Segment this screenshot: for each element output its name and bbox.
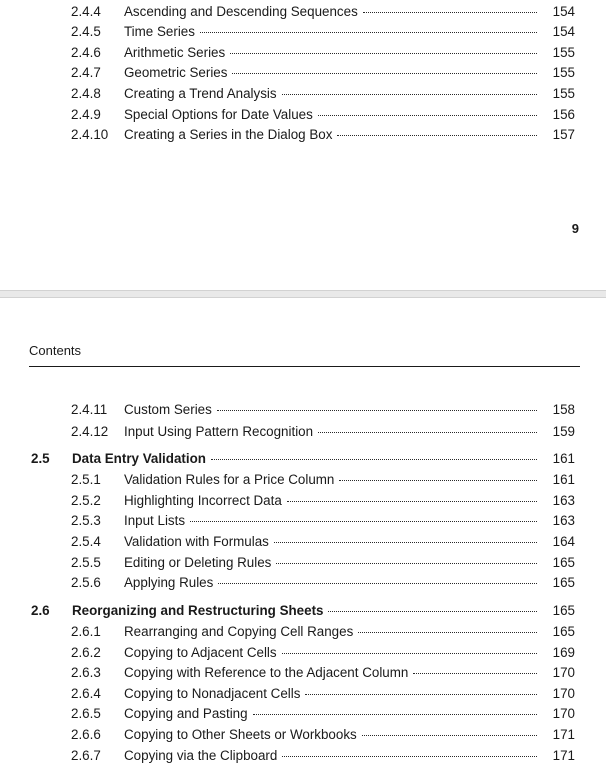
dot-leader [282, 93, 537, 95]
dot-leader [276, 562, 537, 564]
toc-section-entry[interactable] [0, 601, 606, 621]
toc-entry[interactable] [0, 22, 606, 42]
toc-entry-page: 161 [552, 451, 575, 466]
dot-leader [305, 693, 537, 695]
toc-entry[interactable] [0, 43, 606, 63]
toc-entry-number: 2.4.11 [71, 402, 108, 417]
toc-entry[interactable] [0, 704, 606, 724]
dot-leader [200, 31, 537, 33]
toc-entry-number: 2.6.1 [71, 624, 101, 639]
toc-entry-number: 2.4.8 [71, 86, 101, 101]
dot-leader [358, 631, 537, 633]
header-rule [29, 366, 580, 367]
toc-entry-page: 161 [552, 472, 575, 487]
toc-entry[interactable] [0, 684, 606, 704]
toc-entry-page: 156 [552, 107, 575, 122]
toc-entry-number: 2.6 [31, 603, 50, 618]
toc-entry-title: Arithmetic Series [124, 45, 226, 60]
dot-leader [413, 672, 537, 674]
toc-entry-number: 2.5.2 [71, 493, 101, 508]
toc-entry-number: 2.4.5 [71, 24, 101, 39]
toc-entry-page: 170 [552, 686, 575, 701]
toc-entry-title: Rearranging and Copying Cell Ranges [124, 624, 354, 639]
toc-entry-title: Editing or Deleting Rules [124, 555, 272, 570]
toc-entry-title: Data Entry Validation [72, 451, 206, 466]
toc-entry-page: 163 [552, 513, 575, 528]
toc-entry[interactable] [0, 125, 606, 145]
toc-entry-title: Creating a Series in the Dialog Box [124, 127, 333, 142]
toc-entry-title: Copying via the Clipboard [124, 748, 278, 763]
toc-entry-title: Copying to Other Sheets or Workbooks [124, 727, 357, 742]
toc-entry-page: 155 [552, 45, 575, 60]
toc-entry-page: 155 [552, 65, 575, 80]
dot-leader [282, 652, 537, 654]
toc-entry[interactable] [0, 663, 606, 683]
toc-entry-page: 165 [552, 575, 575, 590]
toc-entry-number: 2.4.6 [71, 45, 101, 60]
toc-entry-number: 2.4.4 [71, 4, 101, 19]
toc-entry-title: Copying to Adjacent Cells [124, 645, 277, 660]
dot-leader [363, 11, 537, 13]
toc-entry-number: 2.4.7 [71, 65, 101, 80]
toc-entry-page: 163 [552, 493, 575, 508]
toc-entry-page: 170 [552, 706, 575, 721]
toc-entry[interactable] [0, 643, 606, 663]
dot-leader [230, 52, 537, 54]
toc-entry-page: 171 [552, 727, 575, 742]
dot-leader [318, 431, 537, 433]
toc-entry-title: Custom Series [124, 402, 212, 417]
toc-entry[interactable] [0, 63, 606, 83]
toc-entry-number: 2.4.9 [71, 107, 101, 122]
toc-entry-title: Special Options for Date Values [124, 107, 313, 122]
dot-leader [318, 114, 537, 116]
toc-entry-number: 2.5.1 [71, 472, 101, 487]
toc-entry[interactable] [0, 553, 606, 573]
toc-entry[interactable] [0, 105, 606, 125]
toc-entry-title: Time Series [124, 24, 195, 39]
page-separator [0, 290, 606, 298]
toc-entry-number: 2.6.5 [71, 706, 101, 721]
toc-entry-page: 170 [552, 665, 575, 680]
toc-entry[interactable] [0, 2, 606, 22]
toc-entry[interactable] [0, 573, 606, 593]
toc-entry-page: 159 [552, 424, 575, 439]
toc-entry[interactable] [0, 532, 606, 552]
toc-entry-number: 2.5.4 [71, 534, 101, 549]
dot-leader [190, 520, 537, 522]
toc-entry-number: 2.5.3 [71, 513, 101, 528]
toc-entry-title: Ascending and Descending Sequences [124, 4, 358, 19]
dot-leader [211, 458, 537, 460]
toc-entry-number: 2.6.4 [71, 686, 101, 701]
toc-entry-number: 2.6.7 [71, 748, 101, 763]
dot-leader [339, 479, 537, 481]
toc-entry-title: Geometric Series [124, 65, 228, 80]
toc-entry-page: 155 [552, 86, 575, 101]
toc-entry-number: 2.6.6 [71, 727, 101, 742]
toc-entry-number: 2.5.5 [71, 555, 101, 570]
toc-entry-title: Copying with Reference to the Adjacent Column [124, 665, 409, 680]
toc-section-entry[interactable] [0, 449, 606, 469]
toc-entry[interactable] [0, 84, 606, 104]
toc-entry-title: Validation Rules for a Price Column [124, 472, 335, 487]
toc-entry[interactable] [0, 491, 606, 511]
toc-page-lower [0, 298, 606, 767]
toc-entry-title: Creating a Trend Analysis [124, 86, 277, 101]
toc-entry-page: 169 [552, 645, 575, 660]
toc-entry-number: 2.4.10 [71, 127, 109, 142]
toc-entry-title: Input Using Pattern Recognition [124, 424, 314, 439]
toc-entry-number: 2.6.3 [71, 665, 101, 680]
toc-entry[interactable] [0, 400, 606, 420]
toc-entry-page: 157 [552, 127, 575, 142]
dot-leader [282, 755, 537, 757]
dot-leader [253, 713, 537, 715]
toc-entry-title: Highlighting Incorrect Data [124, 493, 282, 508]
toc-entry[interactable] [0, 725, 606, 745]
toc-page-upper [0, 0, 606, 290]
toc-entry[interactable] [0, 622, 606, 642]
dot-leader [217, 409, 537, 411]
toc-entry-page: 154 [552, 24, 575, 39]
page-number: 9 [571, 221, 579, 236]
dot-leader [232, 72, 537, 74]
toc-entry-title: Validation with Formulas [124, 534, 269, 549]
toc-entry-page: 171 [552, 748, 575, 763]
toc-entry-number: 2.6.2 [71, 645, 101, 660]
running-head: Contents [29, 343, 82, 358]
toc-entry[interactable] [0, 746, 606, 766]
toc-entry[interactable] [0, 470, 606, 490]
toc-entry-page: 165 [552, 603, 575, 618]
toc-entry-title: Input Lists [124, 513, 186, 528]
toc-entry-page: 154 [552, 4, 575, 19]
dot-leader [218, 582, 537, 584]
toc-entry-page: 165 [552, 624, 575, 639]
dot-leader [362, 734, 537, 736]
toc-entry[interactable] [0, 422, 606, 442]
dot-leader [287, 500, 537, 502]
toc-entry-page: 164 [552, 534, 575, 549]
toc-entry-title: Copying to Nonadjacent Cells [124, 686, 301, 701]
toc-entry-page: 158 [552, 402, 575, 417]
toc-entry-title: Copying and Pasting [124, 706, 248, 721]
toc-entry-number: 2.5 [31, 451, 50, 466]
dot-leader [274, 541, 537, 543]
toc-entry-number: 2.4.12 [71, 424, 109, 439]
dot-leader [328, 610, 537, 612]
toc-entry-number: 2.5.6 [71, 575, 101, 590]
dot-leader [337, 134, 537, 136]
toc-entry-page: 165 [552, 555, 575, 570]
toc-entry-title: Reorganizing and Restructuring Sheets [72, 603, 324, 618]
toc-entry[interactable] [0, 511, 606, 531]
toc-entry-title: Applying Rules [124, 575, 214, 590]
